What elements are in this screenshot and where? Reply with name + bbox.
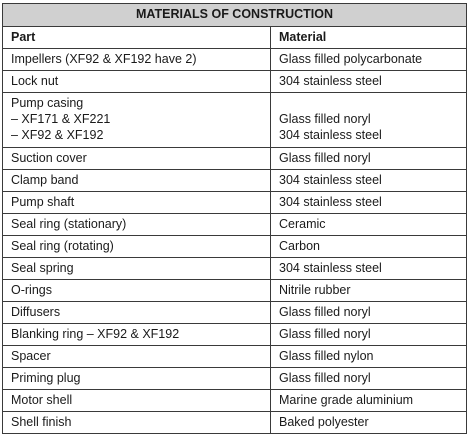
material-cell xyxy=(271,49,467,71)
part-text: Motor shell xyxy=(11,393,73,407)
table-row xyxy=(3,412,467,434)
material-text: 304 stainless steel xyxy=(279,173,382,187)
table-body xyxy=(3,49,467,434)
material-cell xyxy=(271,390,467,412)
material-cell xyxy=(271,148,467,170)
part-text: Impellers (XF92 & XF192 have 2) xyxy=(11,52,197,66)
material-text: Baked polyester xyxy=(279,415,369,429)
part-text: Pump casing xyxy=(11,96,84,110)
material-cell xyxy=(271,324,467,346)
material-text: Glass filled polycarbonate xyxy=(279,52,423,66)
part-cell xyxy=(3,368,271,390)
table-header-row xyxy=(3,27,467,49)
part-cell xyxy=(3,71,271,93)
part-cell xyxy=(3,236,271,258)
material-text: Glass filled noryl xyxy=(279,305,371,319)
part-cell xyxy=(3,148,271,170)
part-cell xyxy=(3,412,271,434)
table-row xyxy=(3,71,467,93)
table-row xyxy=(3,49,467,71)
table-row xyxy=(3,192,467,214)
part-text: Seal ring (stationary) xyxy=(11,217,127,231)
material-text: 304 stainless steel xyxy=(279,195,382,209)
part-cell xyxy=(3,49,271,71)
table-row xyxy=(3,170,467,192)
column-header-material: Material xyxy=(271,27,467,49)
column-header-part: Part xyxy=(3,27,271,49)
materials-table xyxy=(2,3,467,434)
table-row xyxy=(3,302,467,324)
part-cell xyxy=(3,170,271,192)
table-row xyxy=(3,280,467,302)
part-text: Priming plug xyxy=(11,371,81,385)
part-cell xyxy=(3,280,271,302)
material-cell xyxy=(271,412,467,434)
table-title-row xyxy=(3,4,467,27)
part-cell xyxy=(3,258,271,280)
material-cell xyxy=(271,236,467,258)
part-text: Diffusers xyxy=(11,305,61,319)
table-row xyxy=(3,258,467,280)
part-text: Lock nut xyxy=(11,74,59,88)
part-text: – XF171 & XF221 xyxy=(11,112,111,126)
material-text: 304 stainless steel xyxy=(279,261,382,275)
part-text: Seal spring xyxy=(11,261,74,275)
material-text: Carbon xyxy=(279,239,320,253)
table-row xyxy=(3,236,467,258)
material-cell xyxy=(271,170,467,192)
part-cell xyxy=(3,390,271,412)
table-row xyxy=(3,214,467,236)
part-text: Spacer xyxy=(11,349,51,363)
material-text: Ceramic xyxy=(279,217,326,231)
material-cell xyxy=(271,302,467,324)
material-cell xyxy=(271,368,467,390)
material-text: Nitrile rubber xyxy=(279,283,351,297)
material-cell xyxy=(271,214,467,236)
material-cell xyxy=(271,71,467,93)
material-text: Marine grade aluminium xyxy=(279,393,414,407)
material-cell xyxy=(271,280,467,302)
material-cell xyxy=(271,346,467,368)
part-cell xyxy=(3,93,271,148)
table-row xyxy=(3,93,467,148)
part-text: Shell finish xyxy=(11,415,72,429)
material-text: 304 stainless steel xyxy=(279,74,382,88)
part-text: Seal ring (rotating) xyxy=(11,239,114,253)
material-text: Glass filled noryl xyxy=(279,151,371,165)
table-row xyxy=(3,324,467,346)
material-cell xyxy=(271,192,467,214)
table-row xyxy=(3,390,467,412)
part-cell xyxy=(3,346,271,368)
material-text xyxy=(279,95,460,111)
part-cell xyxy=(3,302,271,324)
material-text: Glass filled noryl xyxy=(279,327,371,341)
part-cell xyxy=(3,324,271,346)
material-text: Glass filled noryl xyxy=(279,112,371,126)
part-text: Clamp band xyxy=(11,173,79,187)
material-cell xyxy=(271,258,467,280)
table-row xyxy=(3,148,467,170)
table-title: MATERIALS OF CONSTRUCTION xyxy=(3,4,467,27)
materials-table-container xyxy=(2,3,467,434)
material-text: 304 stainless steel xyxy=(279,128,382,142)
material-cell xyxy=(271,93,467,148)
part-text: Blanking ring – XF92 & XF192 xyxy=(11,327,180,341)
material-text: Glass filled noryl xyxy=(279,371,371,385)
part-text: O-rings xyxy=(11,283,52,297)
table-row xyxy=(3,368,467,390)
part-cell xyxy=(3,192,271,214)
table-row xyxy=(3,346,467,368)
part-text: Suction cover xyxy=(11,151,87,165)
part-text: – XF92 & XF192 xyxy=(11,128,104,142)
material-text: Glass filled nylon xyxy=(279,349,374,363)
part-text: Pump shaft xyxy=(11,195,75,209)
part-cell xyxy=(3,214,271,236)
